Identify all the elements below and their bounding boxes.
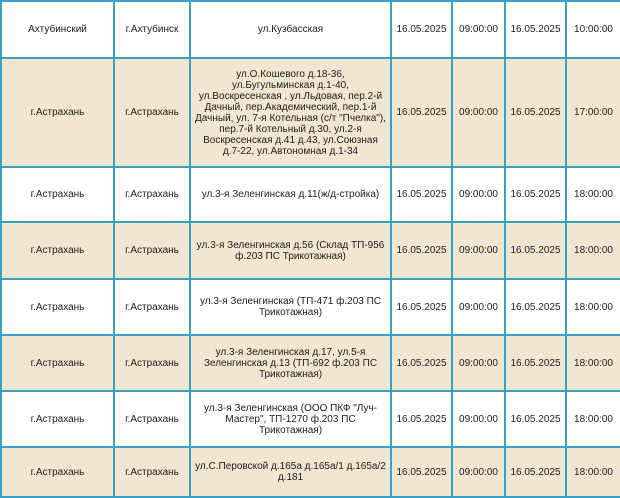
table-row bbox=[1, 335, 620, 391]
end-time-cell: 18:00:00 bbox=[566, 167, 620, 222]
locality-cell: г.Астрахань bbox=[114, 391, 190, 447]
district-cell: г.Астрахань bbox=[1, 222, 114, 279]
address-cell: ул.3-я Зеленгинская (ООО ПКФ "Луч-Мастер", ТП-1270 ф.203 ПС Трикотажная) bbox=[190, 391, 391, 447]
end-time-cell: 17:00:00 bbox=[566, 58, 620, 167]
end-time-cell: 18:00:00 bbox=[566, 335, 620, 391]
district-cell: г.Астрахань bbox=[1, 167, 114, 222]
table-row bbox=[1, 391, 620, 447]
locality-cell: г.Астрахань bbox=[114, 279, 190, 335]
locality-cell: г.Астрахань bbox=[114, 335, 190, 391]
address-cell: ул.3-я Зеленгинская (ТП-471 ф.203 ПС Трикотажная) bbox=[190, 279, 391, 335]
end-date-cell: 16.05.2025 bbox=[505, 167, 566, 222]
district-cell: г.Астрахань bbox=[1, 335, 114, 391]
end-date-cell: 16.05.2025 bbox=[505, 391, 566, 447]
district-cell: г.Астрахань bbox=[1, 447, 114, 497]
start-time-cell: 09:00:00 bbox=[452, 391, 505, 447]
end-time-cell: 18:00:00 bbox=[566, 222, 620, 279]
locality-cell: г.Астрахань bbox=[114, 222, 190, 279]
end-time-cell: 18:00:00 bbox=[566, 391, 620, 447]
start-date-cell: 16.05.2025 bbox=[391, 279, 452, 335]
table-row bbox=[1, 167, 620, 222]
start-date-cell: 16.05.2025 bbox=[391, 447, 452, 497]
district-cell: г.Астрахань bbox=[1, 279, 114, 335]
locality-cell: г.Астрахань bbox=[114, 58, 190, 167]
district-cell: Ахтубинский bbox=[1, 1, 114, 58]
locality-cell: г.Ахтубинск bbox=[114, 1, 190, 58]
end-time-cell: 18:00:00 bbox=[566, 447, 620, 497]
district-cell: г.Астрахань bbox=[1, 58, 114, 167]
address-cell: ул.3-я Зеленгинская д.56 (Склад ТП-956 ф.203 ПС Трикотажная) bbox=[190, 222, 391, 279]
address-cell: ул.3-я Зеленгинская д.11(ж/д-стройка) bbox=[190, 167, 391, 222]
address-cell: ул.Кузбасская bbox=[190, 1, 391, 58]
end-time-cell: 18:00:00 bbox=[566, 279, 620, 335]
start-time-cell: 09:00:00 bbox=[452, 335, 505, 391]
locality-cell: г.Астрахань bbox=[114, 167, 190, 222]
table-row bbox=[1, 222, 620, 279]
end-date-cell: 16.05.2025 bbox=[505, 222, 566, 279]
start-date-cell: 16.05.2025 bbox=[391, 222, 452, 279]
table-row bbox=[1, 279, 620, 335]
address-cell: ул.С.Перовской д.165а д.165а/1 д.165а/2 д.181 bbox=[190, 447, 391, 497]
start-date-cell: 16.05.2025 bbox=[391, 1, 452, 58]
end-date-cell: 16.05.2025 bbox=[505, 279, 566, 335]
locality-cell: г.Астрахань bbox=[114, 447, 190, 497]
end-date-cell: 16.05.2025 bbox=[505, 58, 566, 167]
end-date-cell: 16.05.2025 bbox=[505, 335, 566, 391]
start-time-cell: 09:00:00 bbox=[452, 1, 505, 58]
start-date-cell: 16.05.2025 bbox=[391, 335, 452, 391]
end-date-cell: 16.05.2025 bbox=[505, 1, 566, 58]
start-date-cell: 16.05.2025 bbox=[391, 58, 452, 167]
start-date-cell: 16.05.2025 bbox=[391, 167, 452, 222]
start-time-cell: 09:00:00 bbox=[452, 222, 505, 279]
start-time-cell: 09:00:00 bbox=[452, 279, 505, 335]
table-row bbox=[1, 1, 620, 58]
address-cell: ул.О.Кошевого д.18-36, ул.Бугульминская д.1-40, ул.Воскресенская , ул.Льдовая, пер.2-й Дачный, пер.Академический, пер.1-й Дачный, ул. 7-я Котельная (с/т "Пчелка"), пер.7-й Котельный д.30, ул.2-я Воскресенская д.41 д.43, ул.Союзная д.7-22, ул.Автономная д.1-34 bbox=[190, 58, 391, 167]
start-time-cell: 09:00:00 bbox=[452, 167, 505, 222]
district-cell: г.Астрахань bbox=[1, 391, 114, 447]
end-date-cell: 16.05.2025 bbox=[505, 447, 566, 497]
table-row bbox=[1, 58, 620, 167]
start-time-cell: 09:00:00 bbox=[452, 58, 505, 167]
end-time-cell: 10:00:00 bbox=[566, 1, 620, 58]
address-cell: ул.3-я Зеленгинская д.17, ул.5-я Зеленгинская д.13 (ТП-692 ф.203 ПС Трикотажная) bbox=[190, 335, 391, 391]
start-date-cell: 16.05.2025 bbox=[391, 391, 452, 447]
start-time-cell: 09:00:00 bbox=[452, 447, 505, 497]
table-row bbox=[1, 447, 620, 497]
